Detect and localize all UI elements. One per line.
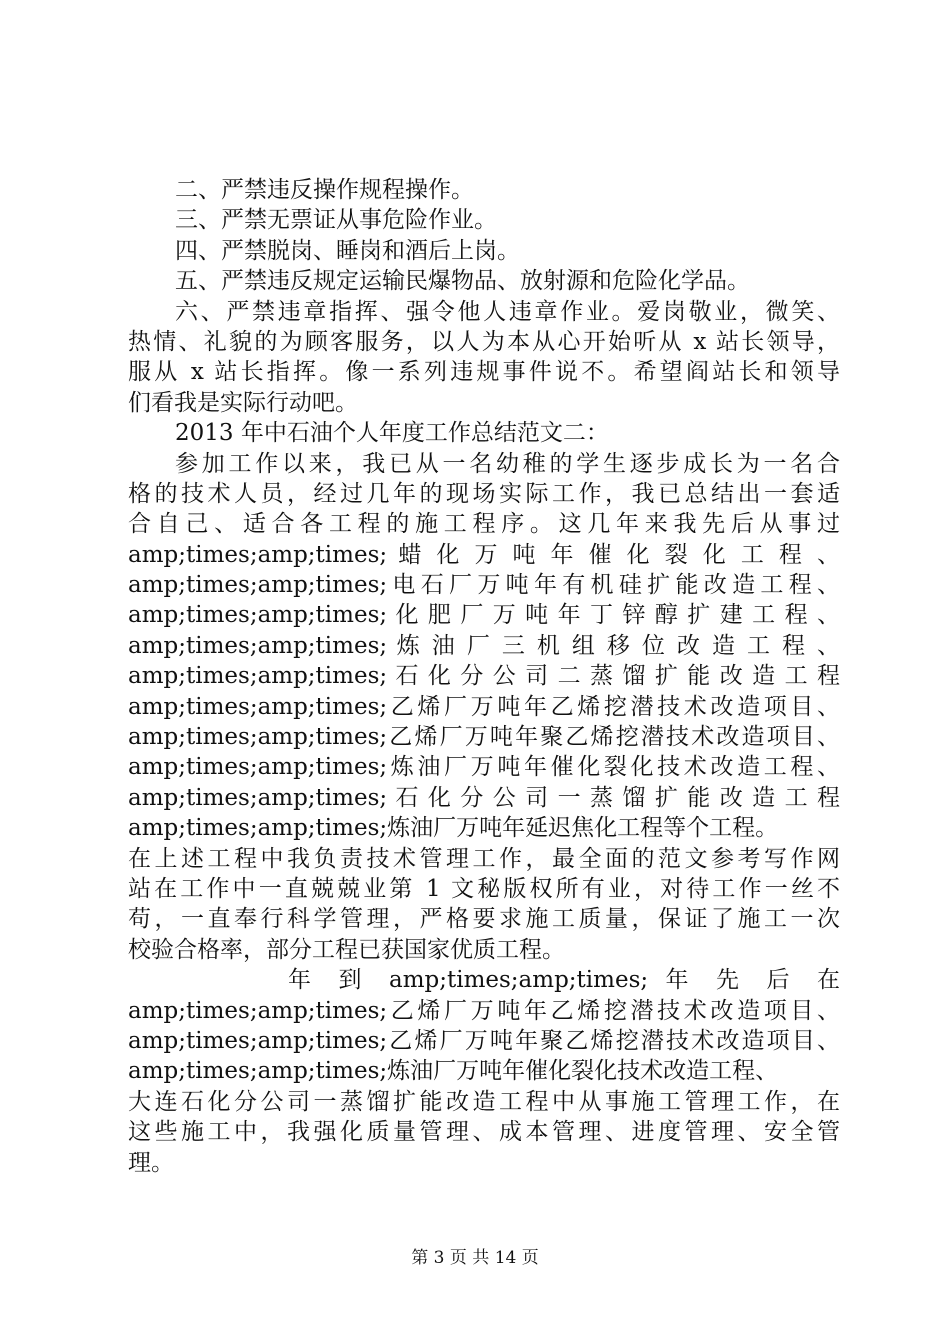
text-line: 苟，一直奉行科学管理，严格要求施工质量，保证了施工一次 <box>128 906 840 933</box>
text-line: 服从 x 站长指挥。像一系列违规事件说不。希望阎站长和领导 <box>128 359 840 386</box>
text-line: 格的技术人员，经过几年的现场实际工作，我已总结出一套适 <box>128 480 840 507</box>
text-line: 站在工作中一直兢兢业第 1 文秘版权所有业，对待工作一丝不 <box>128 875 840 902</box>
text-line: 六、严禁违章指挥、强令他人违章作业。爱岗敬业，微笑、 <box>175 298 840 325</box>
text-line: amp;times;amp;times; 石 化 分 公 司 二 蒸 馏 扩 能 改 造 工 程 <box>128 663 840 690</box>
text-line: amp;times;amp;times;电石厂万吨年有机硅扩能改造工程、 <box>128 572 840 599</box>
text-line: amp;times;amp;times; 炼 油 厂 三 机 组 移 位 改 造 工 程 、 <box>128 632 840 659</box>
text-line: amp;times;amp;times;炼油厂万吨年催化裂化技术改造工程、 <box>128 1058 779 1085</box>
text-line: amp;times;amp;times;炼油厂万吨年催化裂化技术改造工程、 <box>128 754 840 781</box>
text-line: 合自己、适合各工程的施工程序。这几年来我先后从事过 <box>128 511 840 538</box>
text-line: 五、严禁违反规定运输民爆物品、放射源和危险化学品。 <box>175 268 750 295</box>
text-line: 理。 <box>128 1149 174 1176</box>
text-line: amp;times;amp;times;炼油厂万吨年延迟焦化工程等个工程。 <box>128 815 779 842</box>
text-line: amp;times;amp;times; 化 肥 厂 万 吨 年 丁 锌 醇 扩 建 工 程 、 <box>128 602 840 629</box>
text-line: amp;times;amp;times; 石 化 分 公 司 一 蒸 馏 扩 能 改 造 工 程 <box>128 784 840 811</box>
text-line: amp;times;amp;times;乙烯厂万吨年聚乙烯挖潜技术改造项目、 <box>128 1027 840 1054</box>
text-line: 校验合格率，部分工程已获国家优质工程。 <box>128 936 565 963</box>
text-line: 四、严禁脱岗、睡岗和酒后上岗。 <box>175 237 520 264</box>
text-line: amp;times;amp;times;乙烯厂万吨年乙烯挖潜技术改造项目、 <box>128 997 840 1024</box>
text-line: 们看我是实际行动吧。 <box>128 389 358 416</box>
section-heading: 2013 年中石油个人年度工作总结范文二： <box>175 420 609 447</box>
text-line: 年 到 amp;times;amp;times; 年 先 后 在 <box>288 967 840 994</box>
text-line: amp;times;amp;times;乙烯厂万吨年聚乙烯挖潜技术改造项目、 <box>128 724 840 751</box>
text-line: 这些施工中，我强化质量管理、成本管理、进度管理、安全管 <box>128 1119 840 1146</box>
text-line: 二、严禁违反操作规程操作。 <box>175 177 474 203</box>
document-body <box>128 175 840 1178</box>
text-line: amp;times;amp;times; 蜡 化 万 吨 年 催 化 裂 化 工 程 、 <box>128 541 840 568</box>
text-line: 热情、礼貌的为顾客服务，以人为本从心开始听从 x 站长领导， <box>128 328 840 355</box>
text-line: 大连石化分公司一蒸馏扩能改造工程中从事施工管理工作，在 <box>128 1088 840 1115</box>
text-line: 三、严禁无票证从事危险作业。 <box>175 207 497 234</box>
text-line: amp;times;amp;times;乙烯厂万吨年乙烯挖潜技术改造项目、 <box>128 693 840 720</box>
text-line: 在上述工程中我负责技术管理工作，最全面的范文参考写作网 <box>128 845 840 872</box>
text-line: 参加工作以来，我已从一名幼稚的学生逐步成长为一名合 <box>175 450 840 477</box>
page-number-footer: 第 3 页 共 14 页 <box>411 1248 539 1268</box>
